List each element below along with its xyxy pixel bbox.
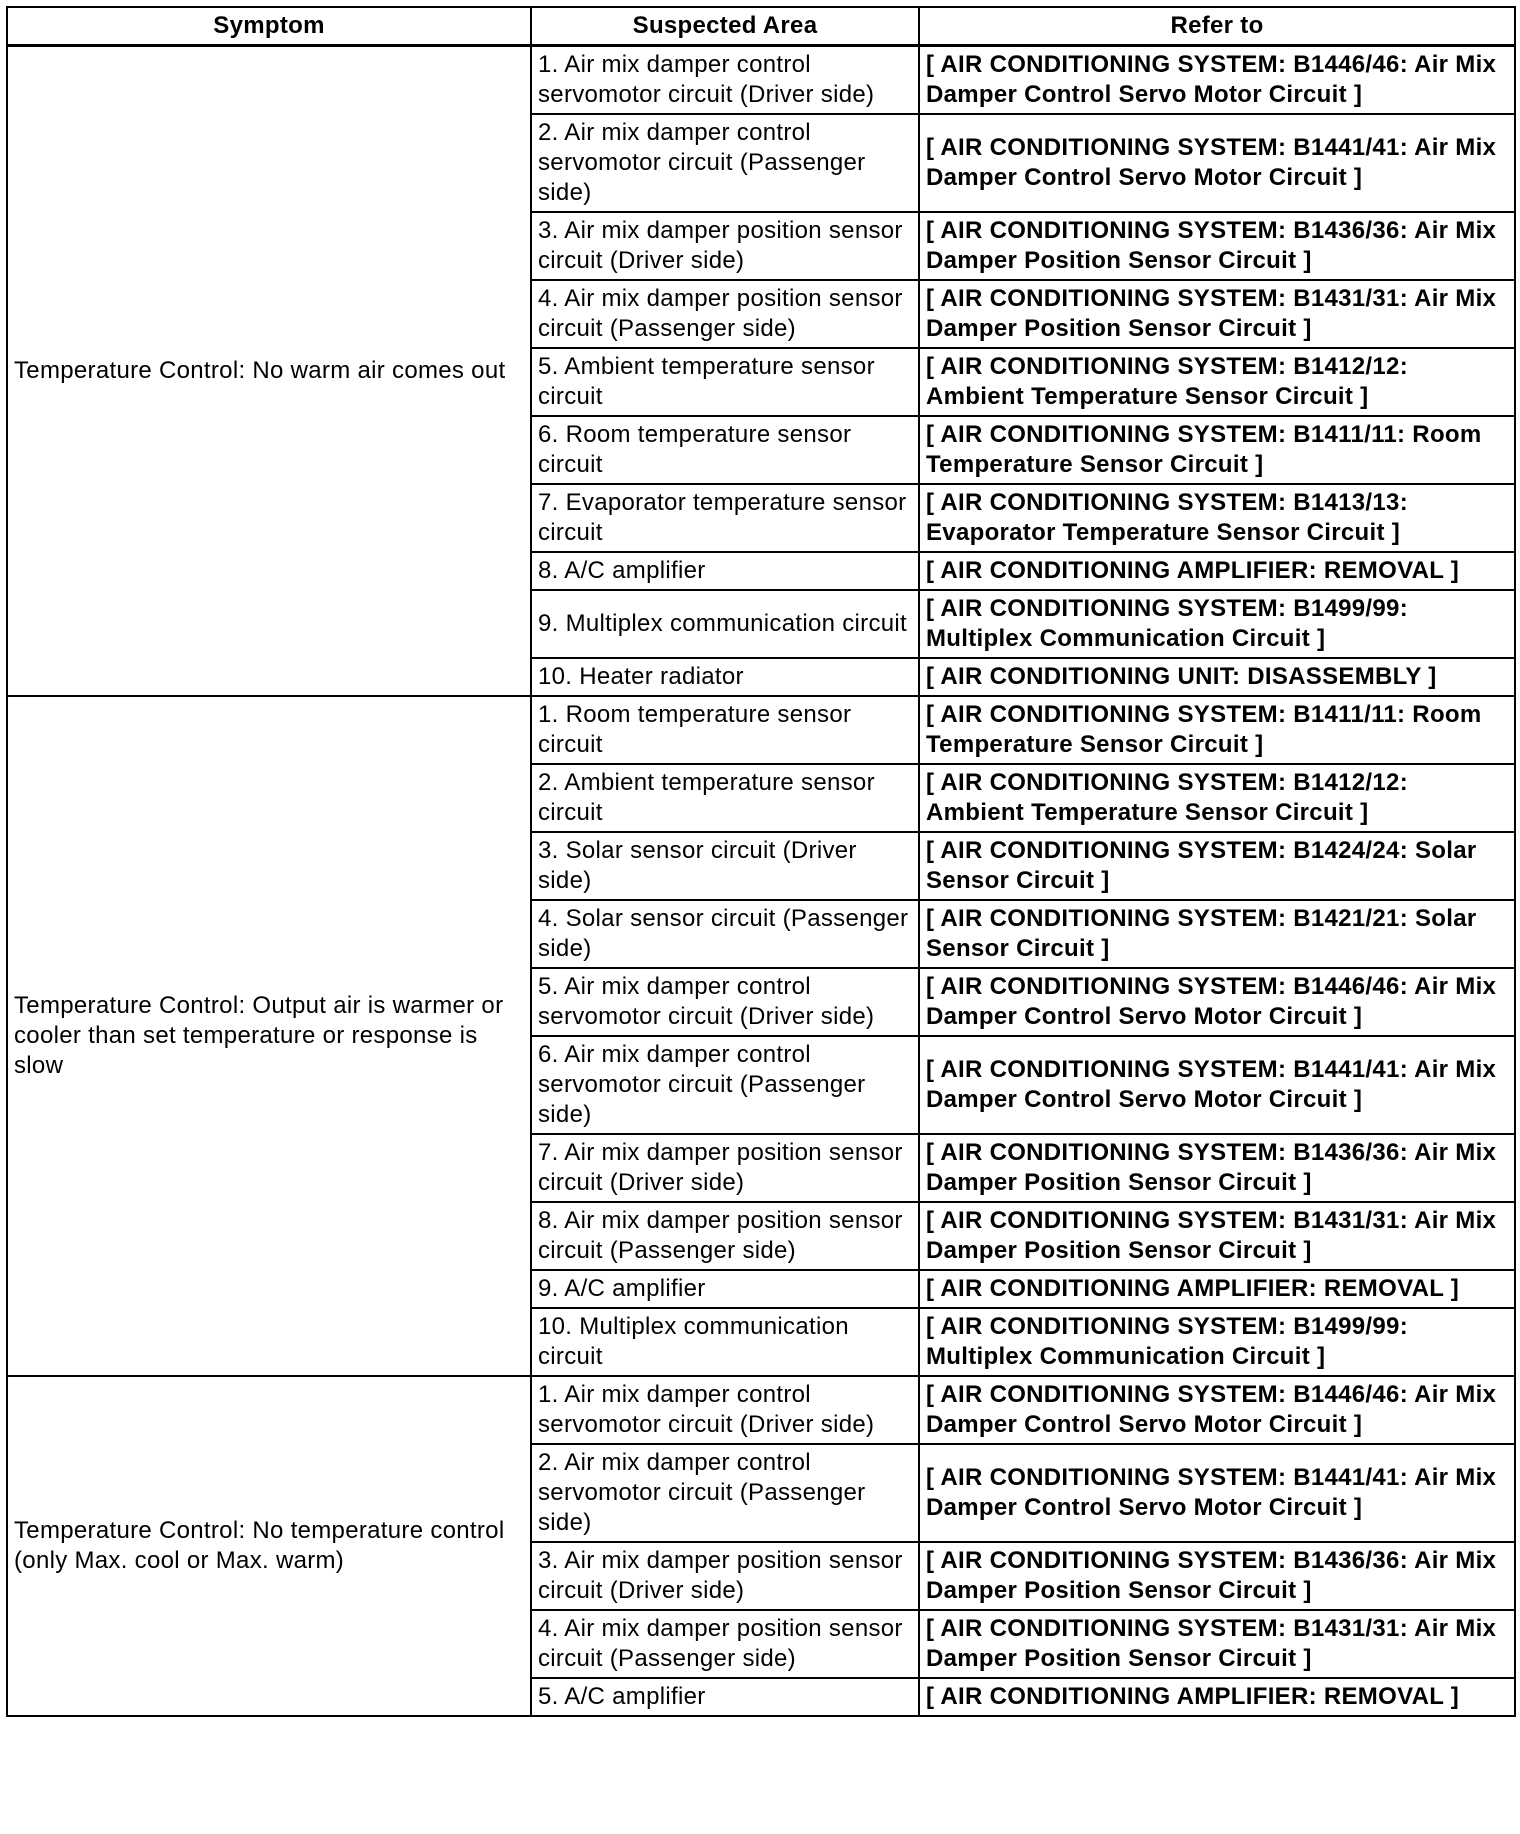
suspected-area-cell: 4. Air mix damper position sensor circuit (Passenger side) (531, 1610, 919, 1678)
problem-symptoms-table (6, 6, 1516, 1717)
refer-to-link[interactable]: [ AIR CONDITIONING SYSTEM: B1441/41: Air Mix Damper Control Servo Motor Circuit ] (919, 114, 1515, 212)
refer-to-link[interactable]: [ AIR CONDITIONING SYSTEM: B1412/12: Ambient Temperature Sensor Circuit ] (919, 764, 1515, 832)
refer-to-link[interactable]: [ AIR CONDITIONING SYSTEM: B1424/24: Solar Sensor Circuit ] (919, 832, 1515, 900)
refer-to-link[interactable]: [ AIR CONDITIONING SYSTEM: B1499/99: Multiplex Communication Circuit ] (919, 1308, 1515, 1376)
refer-to-link[interactable]: [ AIR CONDITIONING SYSTEM: B1446/46: Air Mix Damper Control Servo Motor Circuit ] (919, 968, 1515, 1036)
symptom-cell: Temperature Control: No warm air comes out (7, 46, 531, 697)
refer-to-link[interactable]: [ AIR CONDITIONING SYSTEM: B1436/36: Air Mix Damper Position Sensor Circuit ] (919, 1134, 1515, 1202)
suspected-area-cell: 4. Air mix damper position sensor circuit (Passenger side) (531, 280, 919, 348)
refer-to-link[interactable]: [ AIR CONDITIONING SYSTEM: B1413/13: Evaporator Temperature Sensor Circuit ] (919, 484, 1515, 552)
suspected-area-cell: 5. A/C amplifier (531, 1678, 919, 1716)
refer-to-link[interactable]: [ AIR CONDITIONING SYSTEM: B1411/11: Room Temperature Sensor Circuit ] (919, 416, 1515, 484)
table-body (7, 46, 1515, 1717)
refer-to-link[interactable]: [ AIR CONDITIONING AMPLIFIER: REMOVAL ] (919, 552, 1515, 590)
suspected-area-cell: 3. Solar sensor circuit (Driver side) (531, 832, 919, 900)
table-row (7, 46, 1515, 115)
suspected-area-cell: 8. Air mix damper position sensor circuit (Passenger side) (531, 1202, 919, 1270)
suspected-area-cell: 2. Ambient temperature sensor circuit (531, 764, 919, 832)
refer-to-link[interactable]: [ AIR CONDITIONING SYSTEM: B1446/46: Air Mix Damper Control Servo Motor Circuit ] (919, 1376, 1515, 1444)
refer-to-link[interactable]: [ AIR CONDITIONING SYSTEM: B1412/12: Ambient Temperature Sensor Circuit ] (919, 348, 1515, 416)
suspected-area-cell: 5. Ambient temperature sensor circuit (531, 348, 919, 416)
header-suspected-area: Suspected Area (531, 7, 919, 46)
suspected-area-cell: 3. Air mix damper position sensor circuit (Driver side) (531, 1542, 919, 1610)
refer-to-link[interactable]: [ AIR CONDITIONING SYSTEM: B1421/21: Solar Sensor Circuit ] (919, 900, 1515, 968)
refer-to-link[interactable]: [ AIR CONDITIONING SYSTEM: B1436/36: Air Mix Damper Position Sensor Circuit ] (919, 212, 1515, 280)
suspected-area-cell: 8. A/C amplifier (531, 552, 919, 590)
suspected-area-cell: 6. Room temperature sensor circuit (531, 416, 919, 484)
problem-symptoms-table-container (6, 6, 1514, 1717)
suspected-area-cell: 7. Evaporator temperature sensor circuit (531, 484, 919, 552)
refer-to-link[interactable]: [ AIR CONDITIONING UNIT: DISASSEMBLY ] (919, 658, 1515, 696)
suspected-area-cell: 6. Air mix damper control servomotor circuit (Passenger side) (531, 1036, 919, 1134)
refer-to-link[interactable]: [ AIR CONDITIONING AMPLIFIER: REMOVAL ] (919, 1678, 1515, 1716)
header-symptom: Symptom (7, 7, 531, 46)
suspected-area-cell: 1. Air mix damper control servomotor circuit (Driver side) (531, 1376, 919, 1444)
refer-to-link[interactable]: [ AIR CONDITIONING SYSTEM: B1411/11: Room Temperature Sensor Circuit ] (919, 696, 1515, 764)
refer-to-link[interactable]: [ AIR CONDITIONING SYSTEM: B1436/36: Air Mix Damper Position Sensor Circuit ] (919, 1542, 1515, 1610)
suspected-area-cell: 9. A/C amplifier (531, 1270, 919, 1308)
header-refer-to: Refer to (919, 7, 1515, 46)
symptom-cell: Temperature Control: No temperature control (only Max. cool or Max. warm) (7, 1376, 531, 1716)
suspected-area-cell: 4. Solar sensor circuit (Passenger side) (531, 900, 919, 968)
suspected-area-cell: 10. Heater radiator (531, 658, 919, 696)
refer-to-link[interactable]: [ AIR CONDITIONING SYSTEM: B1431/31: Air Mix Damper Position Sensor Circuit ] (919, 1610, 1515, 1678)
suspected-area-cell: 9. Multiplex communication circuit (531, 590, 919, 658)
suspected-area-cell: 2. Air mix damper control servomotor circuit (Passenger side) (531, 114, 919, 212)
symptom-cell: Temperature Control: Output air is warmer or cooler than set temperature or response is slow (7, 696, 531, 1376)
table-row (7, 696, 1515, 764)
refer-to-link[interactable]: [ AIR CONDITIONING SYSTEM: B1499/99: Multiplex Communication Circuit ] (919, 590, 1515, 658)
refer-to-link[interactable]: [ AIR CONDITIONING SYSTEM: B1446/46: Air Mix Damper Control Servo Motor Circuit ] (919, 46, 1515, 115)
refer-to-link[interactable]: [ AIR CONDITIONING SYSTEM: B1441/41: Air Mix Damper Control Servo Motor Circuit ] (919, 1036, 1515, 1134)
header-row (7, 7, 1515, 46)
suspected-area-cell: 2. Air mix damper control servomotor circuit (Passenger side) (531, 1444, 919, 1542)
suspected-area-cell: 10. Multiplex communication circuit (531, 1308, 919, 1376)
suspected-area-cell: 1. Air mix damper control servomotor circuit (Driver side) (531, 46, 919, 115)
suspected-area-cell: 3. Air mix damper position sensor circuit (Driver side) (531, 212, 919, 280)
refer-to-link[interactable]: [ AIR CONDITIONING AMPLIFIER: REMOVAL ] (919, 1270, 1515, 1308)
table-row (7, 1376, 1515, 1444)
suspected-area-cell: 7. Air mix damper position sensor circuit (Driver side) (531, 1134, 919, 1202)
suspected-area-cell: 5. Air mix damper control servomotor circuit (Driver side) (531, 968, 919, 1036)
refer-to-link[interactable]: [ AIR CONDITIONING SYSTEM: B1431/31: Air Mix Damper Position Sensor Circuit ] (919, 280, 1515, 348)
refer-to-link[interactable]: [ AIR CONDITIONING SYSTEM: B1441/41: Air Mix Damper Control Servo Motor Circuit ] (919, 1444, 1515, 1542)
suspected-area-cell: 1. Room temperature sensor circuit (531, 696, 919, 764)
refer-to-link[interactable]: [ AIR CONDITIONING SYSTEM: B1431/31: Air Mix Damper Position Sensor Circuit ] (919, 1202, 1515, 1270)
